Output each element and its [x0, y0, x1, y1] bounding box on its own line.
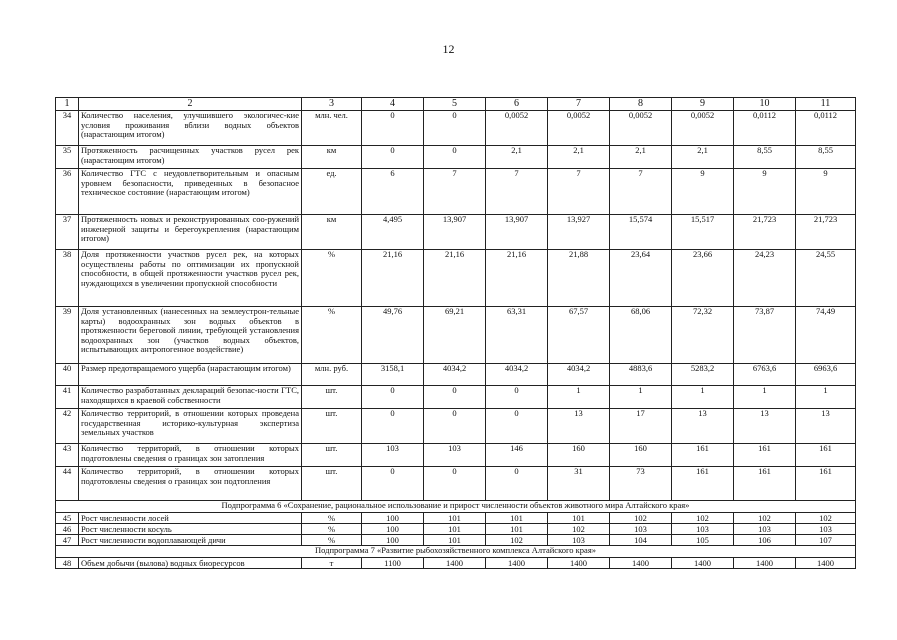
- value-cell: 6763,6: [734, 364, 796, 386]
- value-cell: 1400: [486, 558, 548, 569]
- subprogram-title: Подпрограмма 6 «Сохранение, рациональное использование и прирост численности объектов животного мира Алтайского края»: [56, 501, 856, 513]
- unit-cell: %: [302, 513, 362, 524]
- value-cell: 1400: [796, 558, 856, 569]
- value-cell: 161: [672, 467, 734, 501]
- indicator-name: Рост численности водоплавающей дичи: [79, 535, 302, 546]
- value-cell: 13,907: [486, 215, 548, 250]
- value-cell: 103: [424, 444, 486, 467]
- value-cell: 73: [610, 467, 672, 501]
- value-cell: 0: [424, 386, 486, 409]
- value-cell: 9: [734, 169, 796, 215]
- value-cell: 8,55: [796, 146, 856, 169]
- table-row: [56, 250, 856, 307]
- indicators-table: [55, 97, 856, 569]
- value-cell: 101: [548, 513, 610, 524]
- value-cell: 102: [548, 524, 610, 535]
- table-row: [56, 524, 856, 535]
- value-cell: 1: [672, 386, 734, 409]
- row-number: 46: [56, 524, 79, 535]
- value-cell: 13: [734, 409, 796, 444]
- value-cell: 21,16: [424, 250, 486, 307]
- row-number: 47: [56, 535, 79, 546]
- indicator-name: Протяженность новых и реконструированных соо-ружений инженерной защиты и берегоукрепления (нарастающим итогом): [79, 215, 302, 250]
- subprogram-7-row: [56, 546, 856, 558]
- value-cell: 13: [796, 409, 856, 444]
- value-cell: 4034,2: [486, 364, 548, 386]
- column-header: 2: [79, 98, 302, 111]
- value-cell: 5283,2: [672, 364, 734, 386]
- value-cell: 67,57: [548, 307, 610, 364]
- indicator-name: Количество разработанных деклараций безопас-ности ГТС, находящихся в краевой собственности: [79, 386, 302, 409]
- value-cell: 103: [672, 524, 734, 535]
- value-cell: 23,66: [672, 250, 734, 307]
- indicator-name: Количество ГТС с неудовлетворительным и опасным уровнем безопасности, приведенных в безопасное техническое состояние (нарастающим итогом): [79, 169, 302, 215]
- value-cell: 101: [424, 524, 486, 535]
- subprogram-6-row: [56, 501, 856, 513]
- value-cell: 3158,1: [362, 364, 424, 386]
- table-row: [56, 513, 856, 524]
- value-cell: 23,64: [610, 250, 672, 307]
- indicator-name: Количество территорий, в отношении которых подготовлены сведения о границах зон подтопления: [79, 467, 302, 501]
- value-cell: 7: [548, 169, 610, 215]
- value-cell: 0: [362, 111, 424, 146]
- value-cell: 21,16: [486, 250, 548, 307]
- value-cell: 13: [548, 409, 610, 444]
- value-cell: 2,1: [672, 146, 734, 169]
- table-row: [56, 409, 856, 444]
- column-header: 1: [56, 98, 79, 111]
- value-cell: 101: [486, 513, 548, 524]
- indicator-name: Количество территорий, в отношении которых проведена государственная историко-культурная экспертиза земельных участков: [79, 409, 302, 444]
- value-cell: 161: [672, 444, 734, 467]
- table-header-row: [56, 98, 856, 111]
- unit-cell: шт.: [302, 444, 362, 467]
- value-cell: 103: [362, 444, 424, 467]
- row-number: 34: [56, 111, 79, 146]
- value-cell: 103: [610, 524, 672, 535]
- value-cell: 0,0052: [672, 111, 734, 146]
- value-cell: 1: [734, 386, 796, 409]
- value-cell: 1: [610, 386, 672, 409]
- value-cell: 102: [734, 513, 796, 524]
- value-cell: 161: [796, 467, 856, 501]
- value-cell: 2,1: [610, 146, 672, 169]
- value-cell: 0: [424, 409, 486, 444]
- value-cell: 105: [672, 535, 734, 546]
- page-number: 12: [442, 42, 455, 56]
- value-cell: 72,32: [672, 307, 734, 364]
- row-number: 48: [56, 558, 79, 569]
- value-cell: 101: [486, 524, 548, 535]
- row-number: 39: [56, 307, 79, 364]
- value-cell: 13: [672, 409, 734, 444]
- value-cell: 161: [734, 444, 796, 467]
- value-cell: 68,06: [610, 307, 672, 364]
- value-cell: 24,23: [734, 250, 796, 307]
- value-cell: 0,0052: [610, 111, 672, 146]
- indicator-name: Объем добычи (вылова) водных биоресурсов: [79, 558, 302, 569]
- row-number: 45: [56, 513, 79, 524]
- row-number: 42: [56, 409, 79, 444]
- value-cell: 0: [424, 111, 486, 146]
- row-number: 35: [56, 146, 79, 169]
- indicator-name: Протяженность расчищенных участков русел рек (нарастающим итогом): [79, 146, 302, 169]
- value-cell: 103: [734, 524, 796, 535]
- row-number: 44: [56, 467, 79, 501]
- row-number: 41: [56, 386, 79, 409]
- indicator-name: Количество территорий, в отношении которых подготовлены сведения о границах зон затопления: [79, 444, 302, 467]
- value-cell: 0: [424, 146, 486, 169]
- value-cell: 102: [796, 513, 856, 524]
- unit-cell: т: [302, 558, 362, 569]
- table-row: [56, 467, 856, 501]
- value-cell: 9: [796, 169, 856, 215]
- value-cell: 31: [548, 467, 610, 501]
- value-cell: 0: [486, 386, 548, 409]
- value-cell: 21,723: [796, 215, 856, 250]
- subprogram-title: Подпрограмма 7 «Развитие рыбохозяйственного комплекса Алтайского края»: [56, 546, 856, 558]
- value-cell: 0,0112: [796, 111, 856, 146]
- value-cell: 102: [672, 513, 734, 524]
- value-cell: 1: [796, 386, 856, 409]
- value-cell: 17: [610, 409, 672, 444]
- row-number: 38: [56, 250, 79, 307]
- unit-cell: км: [302, 146, 362, 169]
- unit-cell: %: [302, 535, 362, 546]
- value-cell: 4,495: [362, 215, 424, 250]
- unit-cell: млн. руб.: [302, 364, 362, 386]
- unit-cell: ед.: [302, 169, 362, 215]
- value-cell: 2,1: [486, 146, 548, 169]
- value-cell: 100: [362, 535, 424, 546]
- value-cell: 1400: [548, 558, 610, 569]
- value-cell: 0,0112: [734, 111, 796, 146]
- value-cell: 6: [362, 169, 424, 215]
- value-cell: 0: [486, 467, 548, 501]
- value-cell: 73,87: [734, 307, 796, 364]
- value-cell: 9: [672, 169, 734, 215]
- value-cell: 1400: [734, 558, 796, 569]
- value-cell: 24,55: [796, 250, 856, 307]
- value-cell: 0: [362, 467, 424, 501]
- column-header: 7: [548, 98, 610, 111]
- unit-cell: %: [302, 307, 362, 364]
- value-cell: 146: [486, 444, 548, 467]
- value-cell: 7: [486, 169, 548, 215]
- value-cell: 1: [548, 386, 610, 409]
- value-cell: 6963,6: [796, 364, 856, 386]
- value-cell: 8,55: [734, 146, 796, 169]
- value-cell: 21,723: [734, 215, 796, 250]
- value-cell: 15,517: [672, 215, 734, 250]
- table-row: [56, 215, 856, 250]
- table-row: [56, 386, 856, 409]
- indicator-name: Доля протяженности участков русел рек, на которых осуществлены работы по оптимизации их пропускной способности, в общей протяженности участков русел рек, нуждающихся в увеличении пропускной способности: [79, 250, 302, 307]
- value-cell: 100: [362, 513, 424, 524]
- value-cell: 102: [610, 513, 672, 524]
- value-cell: 4034,2: [548, 364, 610, 386]
- unit-cell: %: [302, 250, 362, 307]
- row-number: 36: [56, 169, 79, 215]
- value-cell: 103: [796, 524, 856, 535]
- unit-cell: шт.: [302, 409, 362, 444]
- value-cell: 0: [362, 146, 424, 169]
- table-row: [56, 307, 856, 364]
- value-cell: 63,31: [486, 307, 548, 364]
- value-cell: 4034,2: [424, 364, 486, 386]
- value-cell: 0,0052: [548, 111, 610, 146]
- value-cell: 102: [486, 535, 548, 546]
- value-cell: 7: [424, 169, 486, 215]
- value-cell: 15,574: [610, 215, 672, 250]
- column-header: 4: [362, 98, 424, 111]
- table-row: [56, 558, 856, 569]
- value-cell: 107: [796, 535, 856, 546]
- value-cell: 103: [548, 535, 610, 546]
- value-cell: 0: [486, 409, 548, 444]
- table-row: [56, 444, 856, 467]
- indicator-name: Количество населения, улучшившего экологичес-кие условия проживания вблизи водных объектов (нарастающим итогом): [79, 111, 302, 146]
- value-cell: 21,88: [548, 250, 610, 307]
- value-cell: 160: [548, 444, 610, 467]
- column-header: 8: [610, 98, 672, 111]
- table-row: [56, 169, 856, 215]
- value-cell: 7: [610, 169, 672, 215]
- value-cell: 13,927: [548, 215, 610, 250]
- unit-cell: шт.: [302, 386, 362, 409]
- value-cell: 0: [362, 409, 424, 444]
- value-cell: 21,16: [362, 250, 424, 307]
- column-header: 10: [734, 98, 796, 111]
- value-cell: 106: [734, 535, 796, 546]
- value-cell: 1400: [672, 558, 734, 569]
- value-cell: 0: [424, 467, 486, 501]
- value-cell: 1100: [362, 558, 424, 569]
- value-cell: 0,0052: [486, 111, 548, 146]
- indicator-name: Доля установленных (нанесенных на землеустрон-тельные карты) водоохранных зон водных объектов в протяженности береговой линии, требующей установления водоохранных зон (участков водных объектов, испытывающих антропогенное воздействие): [79, 307, 302, 364]
- column-header: 3: [302, 98, 362, 111]
- column-header: 5: [424, 98, 486, 111]
- value-cell: 161: [796, 444, 856, 467]
- value-cell: 74,49: [796, 307, 856, 364]
- unit-cell: %: [302, 524, 362, 535]
- unit-cell: км: [302, 215, 362, 250]
- column-header: 6: [486, 98, 548, 111]
- row-number: 37: [56, 215, 79, 250]
- value-cell: 2,1: [548, 146, 610, 169]
- table-row: [56, 111, 856, 146]
- value-cell: 1400: [424, 558, 486, 569]
- value-cell: 1400: [610, 558, 672, 569]
- value-cell: 104: [610, 535, 672, 546]
- value-cell: 13,907: [424, 215, 486, 250]
- row-number: 43: [56, 444, 79, 467]
- value-cell: 100: [362, 524, 424, 535]
- table-row: [56, 535, 856, 546]
- value-cell: 101: [424, 535, 486, 546]
- column-header: 9: [672, 98, 734, 111]
- value-cell: 160: [610, 444, 672, 467]
- row-number: 40: [56, 364, 79, 386]
- column-header: 11: [796, 98, 856, 111]
- value-cell: 101: [424, 513, 486, 524]
- table-row: [56, 364, 856, 386]
- value-cell: 0: [362, 386, 424, 409]
- value-cell: 161: [734, 467, 796, 501]
- value-cell: 69,21: [424, 307, 486, 364]
- indicator-name: Размер предотвращаемого ущерба (нарастающим итогом): [79, 364, 302, 386]
- value-cell: 4883,6: [610, 364, 672, 386]
- unit-cell: шт.: [302, 467, 362, 501]
- indicator-name: Рост численности лосей: [79, 513, 302, 524]
- unit-cell: млн. чел.: [302, 111, 362, 146]
- value-cell: 49,76: [362, 307, 424, 364]
- table-row: [56, 146, 856, 169]
- indicator-name: Рост численности косуль: [79, 524, 302, 535]
